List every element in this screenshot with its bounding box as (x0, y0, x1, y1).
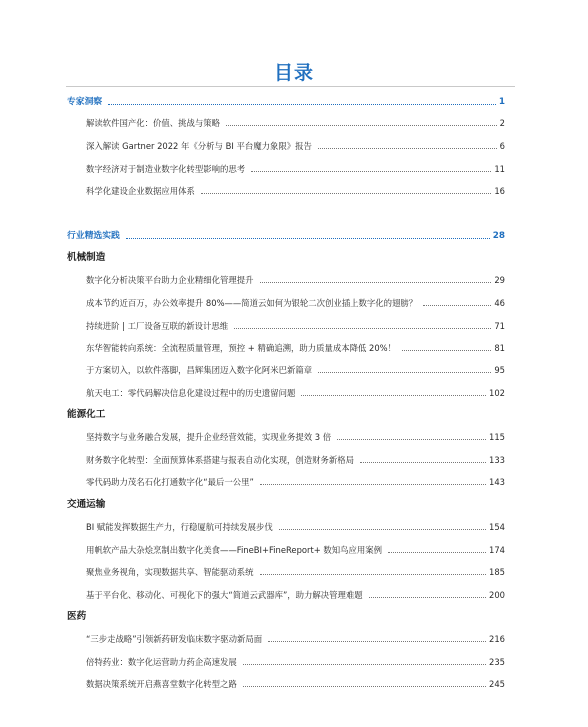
leader-dots (251, 171, 491, 172)
entry-label: 持续进阶 | 工厂设备互联的新设计思维 (86, 321, 229, 331)
toc-section-expert[interactable] (0, 92, 588, 108)
entry-page-number: 174 (489, 545, 505, 555)
leader-dots (234, 328, 491, 329)
toc-entry[interactable] (0, 113, 588, 129)
entry-page-number: 216 (489, 634, 505, 644)
section-label: 行业精选实践 (67, 231, 120, 241)
leader-dots (402, 350, 491, 351)
entry-label: 聚焦业务视角，实现数据共享、智能驱动系统 (86, 567, 254, 577)
leader-dots (243, 686, 486, 687)
toc-entry[interactable] (0, 585, 588, 601)
entry-label: 坚持数字与业务融合发展，提升企业经营效能，实现业务提效 3 倍 (86, 432, 332, 442)
leader-dots (201, 193, 491, 194)
toc-section-practice[interactable] (0, 226, 588, 242)
entry-label: 于方案切入，以软件落脚，昌辉集团迈入数字化阿米巴新篇章 (86, 365, 313, 375)
section-page-number: 28 (492, 231, 505, 241)
entry-label: BI 赋能发挥数据生产力，行稳厦航可持续发展步伐 (86, 522, 273, 532)
entry-label: 航天电工：零代码解决信息化建设过程中的历史遗留问题 (86, 388, 296, 398)
toc-entry[interactable] (0, 450, 588, 466)
entry-page-number: 71 (494, 321, 505, 331)
toc-entry[interactable] (0, 562, 588, 578)
entry-page-number: 29 (494, 275, 505, 285)
category-heading: 能源化工 (67, 409, 106, 420)
entry-page-number: 16 (494, 186, 505, 196)
entry-label: 数字经济对于制造业数字化转型影响的思考 (86, 164, 246, 174)
toc-entry[interactable] (0, 472, 588, 488)
leader-dots (108, 104, 496, 105)
entry-label: 成本节约近百万，办公效率提升 80%——简道云如何为银轮二次创业插上数字化的翅膀？ (86, 298, 418, 308)
toc-entry[interactable] (0, 360, 588, 376)
toc-entry[interactable] (0, 136, 588, 152)
leader-dots (360, 462, 486, 463)
leader-dots (279, 529, 486, 530)
toc-entry[interactable] (0, 517, 588, 533)
toc-title: 目录 (273, 62, 314, 84)
leader-dots (126, 238, 490, 239)
entry-page-number: 81 (494, 343, 505, 353)
toc-entry[interactable] (0, 181, 588, 197)
entry-page-number: 245 (489, 679, 505, 689)
leader-dots (369, 597, 486, 598)
entry-label: 用帆软产品大杂烩烹制出数字化美食——FineBI+FineReport+ 数知鸟应用案例 (86, 545, 383, 555)
entry-page-number: 200 (489, 590, 505, 600)
entry-label: 数据决策系统开启燕喜堂数字化转型之路 (86, 679, 237, 689)
entry-page-number: 115 (489, 432, 505, 442)
toc-entry[interactable] (0, 159, 588, 175)
entry-page-number: 143 (489, 477, 505, 487)
title-divider (66, 86, 515, 87)
category-heading: 交通运输 (67, 499, 106, 510)
leader-dots (243, 664, 486, 665)
leader-dots (301, 395, 486, 396)
leader-dots (318, 372, 491, 373)
toc-entry[interactable] (0, 293, 588, 309)
entry-page-number: 46 (494, 298, 505, 308)
leader-dots (268, 641, 486, 642)
entry-label: 深入解读 Gartner 2022 年《分析与 BI 平台魔力象限》报告 (86, 141, 312, 151)
entry-page-number: 2 (499, 118, 505, 128)
entry-page-number: 185 (489, 567, 505, 577)
entry-page-number: 95 (494, 365, 505, 375)
entry-label: 基于平台化、移动化、可视化下的强大“简道云武器库”，助力解决管理难题 (86, 590, 363, 600)
entry-label: 解读软件国产化：价值、挑战与策略 (86, 118, 220, 128)
leader-dots (388, 552, 486, 553)
entry-label: 东华智能转向系统：全流程质量管理，预控 + 精确追溯，助力质量成本降低 20%！ (86, 343, 396, 353)
entry-label: 倍特药业：数字化运营助力药企高速发展 (86, 657, 237, 667)
entry-label: 财务数字化转型：全面预算体系搭建与报表自动化实现，创造财务新格局 (86, 455, 354, 465)
category-heading: 机械制造 (67, 252, 106, 263)
category-heading: 医药 (67, 611, 87, 622)
leader-dots (260, 484, 486, 485)
leader-dots (337, 439, 486, 440)
section-page-number: 1 (498, 97, 505, 107)
toc-entry[interactable] (0, 427, 588, 443)
toc-entry[interactable] (0, 652, 588, 668)
toc-entry[interactable] (0, 383, 588, 399)
entry-label: 科学化建设企业数据应用体系 (86, 186, 195, 196)
section-label: 专家洞察 (67, 97, 103, 107)
leader-dots (423, 305, 491, 306)
toc-entry[interactable] (0, 270, 588, 286)
toc-entry[interactable] (0, 674, 588, 690)
toc-entry[interactable] (0, 629, 588, 645)
entry-page-number: 133 (489, 455, 505, 465)
toc-entry[interactable] (0, 338, 588, 354)
leader-dots (260, 282, 492, 283)
toc-entry[interactable] (0, 540, 588, 556)
entry-page-number: 154 (489, 522, 505, 532)
entry-page-number: 6 (499, 141, 505, 151)
toc-entry[interactable] (0, 316, 588, 332)
entry-label: “三步走战略”引领新药研发临床数字驱动新局面 (86, 634, 263, 644)
entry-label: 数字化分析决策平台助力企业精细化管理提升 (86, 275, 254, 285)
entry-label: 零代码助力茂名石化打通数字化“最后一公里” (86, 477, 254, 487)
leader-dots (226, 125, 497, 126)
entry-page-number: 102 (489, 388, 505, 398)
entry-page-number: 11 (494, 164, 505, 174)
leader-dots (318, 148, 497, 149)
entry-page-number: 235 (489, 657, 505, 667)
leader-dots (260, 574, 487, 575)
